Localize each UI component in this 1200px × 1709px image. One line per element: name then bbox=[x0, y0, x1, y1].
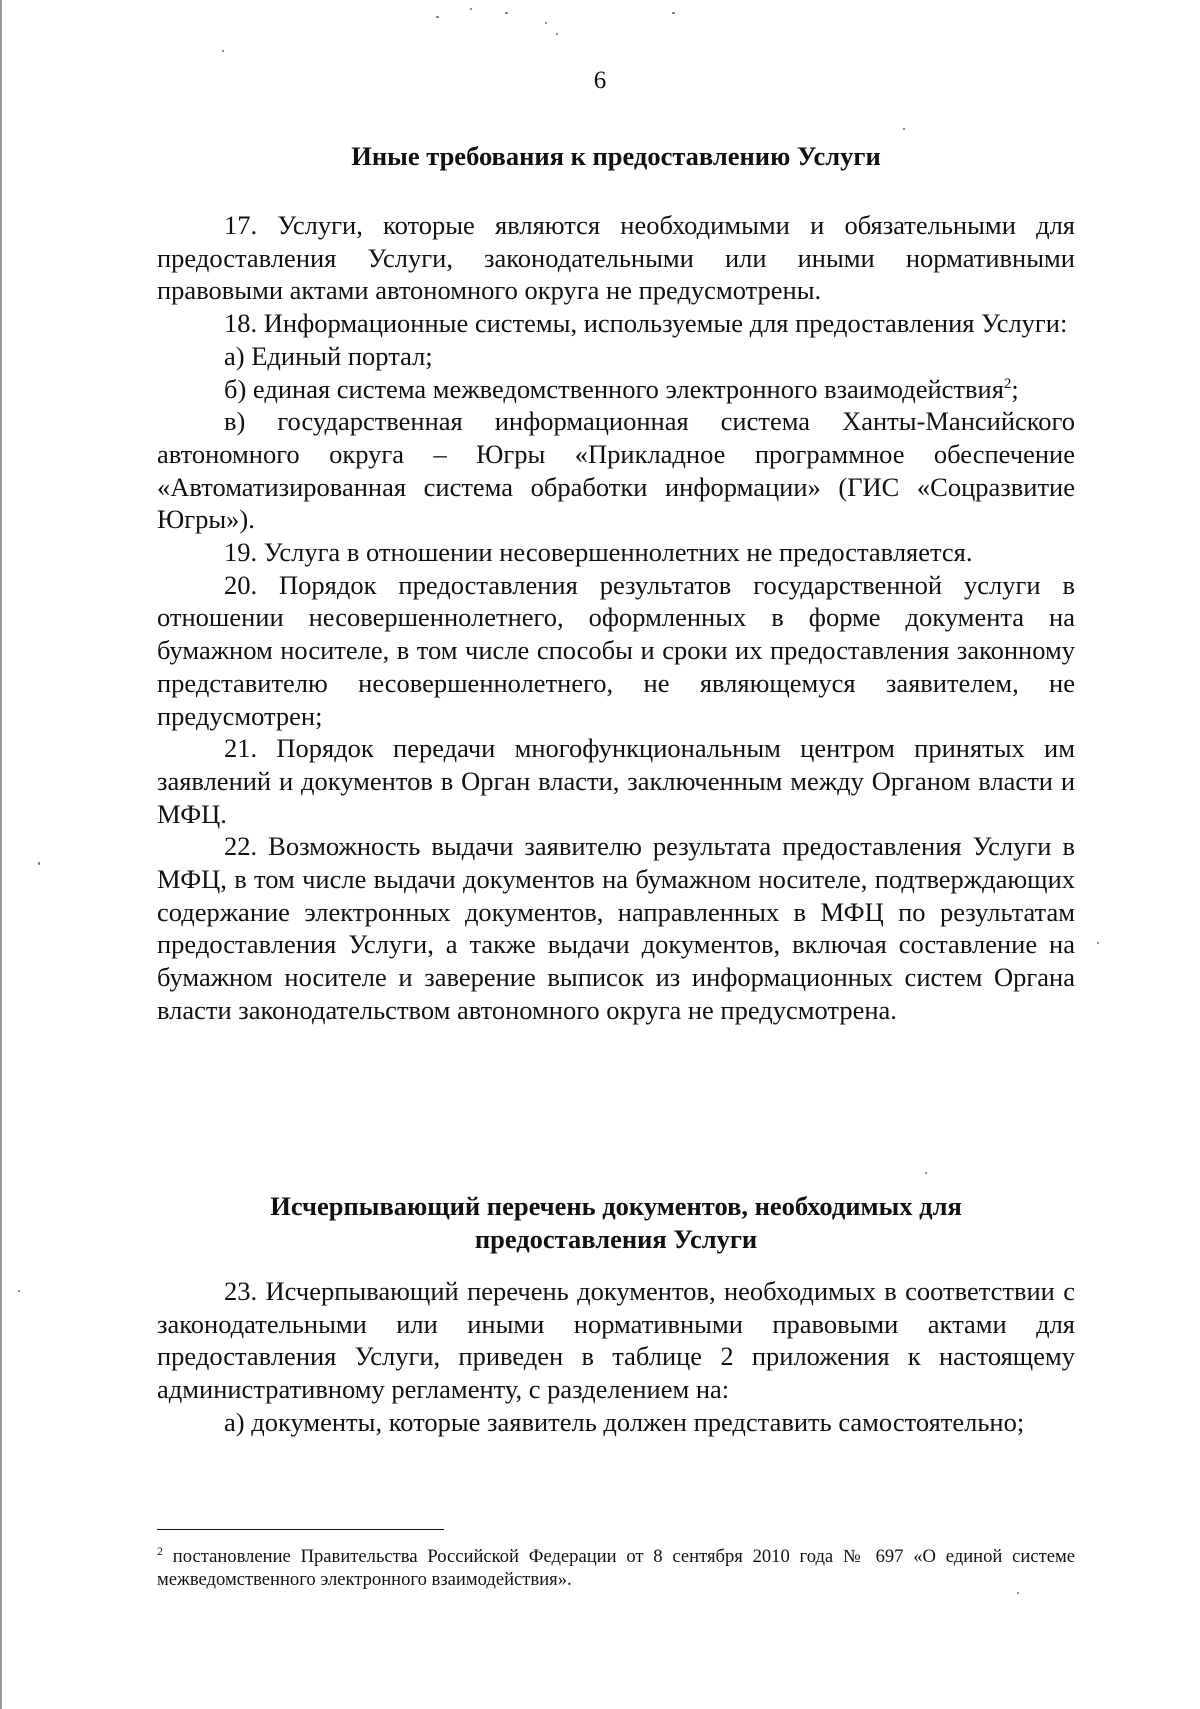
paragraph-text: 22. Возможность выдачи заявителю результата предоставления Услуги в МФЦ, в том числе выдачи документов на бумажном носителе, подтверждающих содержание электронных документов, направленных в МФЦ по результатам предоставления Услуги, а также выдачи документов, включая составление на бумажном носителе и заверение выписок из информационных систем Органа власти законодательством автономного округа не предусмотрена. bbox=[157, 831, 1075, 1025]
paragraph-23 bbox=[157, 1275, 1075, 1406]
scan-speck bbox=[903, 128, 905, 130]
paragraph-text: а) Единый портал; bbox=[224, 340, 433, 371]
footnote-marker: 2 bbox=[157, 1543, 163, 1558]
paragraph-19 bbox=[157, 536, 1075, 569]
paragraph-text: 17. Услуги, которые являются необходимыми и обязательными для предоставления Услуги, законодательными или иными нормативными правовыми актами автономного округа не предусмотрены. bbox=[157, 210, 1075, 306]
paragraph-17 bbox=[157, 209, 1075, 307]
paragraph-text: 20. Порядок предоставления результатов государственной услуги в отношении несовершеннолетнего, оформленных в форме документа на бумажном носителе, в том числе способы и сроки их предоставления законному представителю несовершеннолетнего, не являющемуся заявителем, не предусмотрен; bbox=[157, 569, 1075, 731]
footnote bbox=[157, 1545, 1075, 1591]
heading-line: предоставления Услуги bbox=[474, 1224, 758, 1254]
scan-speck bbox=[505, 12, 508, 14]
paragraph-text: 18. Информационные системы, используемые для предоставления Услуги: bbox=[224, 308, 1068, 339]
section-body-document-list bbox=[157, 1275, 1075, 1439]
scan-speck bbox=[672, 12, 675, 14]
paragraph-23a bbox=[157, 1406, 1075, 1439]
section-heading-document-list bbox=[157, 1190, 1075, 1256]
scan-speck bbox=[1097, 942, 1099, 944]
footnote-separator bbox=[157, 1529, 444, 1530]
paragraph-18a bbox=[157, 340, 1075, 373]
footnote-reference: 2 bbox=[1003, 375, 1012, 392]
paragraph-20 bbox=[157, 569, 1075, 733]
page-number: 6 bbox=[593, 67, 607, 94]
scan-speck bbox=[470, 8, 472, 10]
paragraph-18v bbox=[157, 405, 1075, 536]
scan-speck bbox=[1017, 1592, 1019, 1594]
scan-speck bbox=[436, 16, 439, 18]
paragraph-text: б) единая система межведомственного электронного взаимодействия bbox=[224, 373, 1004, 404]
paragraph-text: а) документы, которые заявитель должен представить самостоятельно; bbox=[224, 1406, 1025, 1437]
paragraph-18b bbox=[157, 373, 1075, 406]
scan-speck bbox=[925, 1172, 927, 1174]
scan-speck bbox=[38, 862, 40, 865]
footnote-text: постановление Правительства Российской Федерации от 8 сентября 2010 года № 697 «О единой системе межведомственного электронного взаимодействия». bbox=[157, 1546, 1075, 1590]
paragraph-18 bbox=[157, 307, 1075, 340]
section-heading-other-requirements: Иные требования к предоставлению Услуги bbox=[351, 141, 881, 171]
scan-speck bbox=[556, 33, 558, 35]
scan-speck bbox=[545, 22, 547, 24]
scan-speck bbox=[18, 1290, 20, 1292]
section-body-other-requirements bbox=[157, 209, 1075, 1027]
paragraph-text: 21. Порядок передачи многофункциональным центром принятых им заявлений и документов в Орган власти, заключенным между Органом власти и МФЦ. bbox=[157, 733, 1075, 829]
paragraph-22 bbox=[157, 830, 1075, 1026]
scan-edge-shadow bbox=[0, 0, 2, 1709]
heading-line: Исчерпывающий перечень документов, необходимых для bbox=[270, 1191, 962, 1221]
paragraph-text-tail: ; bbox=[1011, 373, 1019, 404]
paragraph-21 bbox=[157, 732, 1075, 830]
scan-speck bbox=[222, 50, 224, 52]
paragraph-text: в) государственная информационная система Ханты-Мансийского автономного округа – Югры «Прикладное программное обеспечение «Автоматизированная система обработки информации» (ГИС «Соцразвитие Югры»). bbox=[157, 406, 1075, 535]
paragraph-text: 23. Исчерпывающий перечень документов, необходимых в соответствии с законодательными или иными нормативными правовыми актами для предоставления Услуги, приведен в таблице 2 приложения к настоящему административному регламенту, с разделением на: bbox=[157, 1276, 1075, 1405]
paragraph-text: 19. Услуга в отношении несовершеннолетних не предоставляется. bbox=[224, 537, 973, 568]
